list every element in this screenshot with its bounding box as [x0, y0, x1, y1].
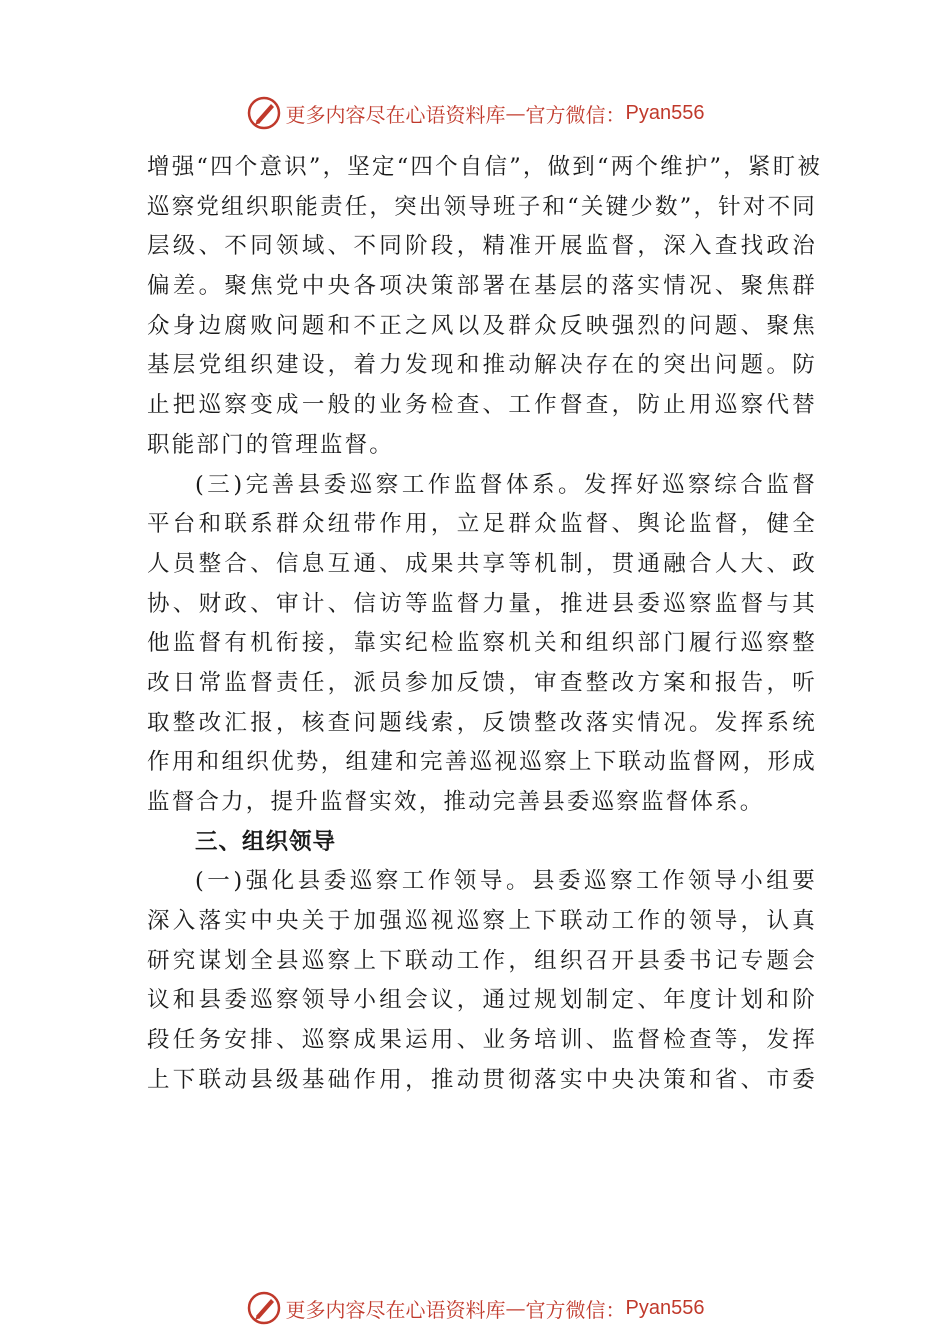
- section-heading: 三、组织领导: [195, 828, 337, 855]
- pen-logo-icon: [246, 1290, 282, 1326]
- text-line: 止把巡察变成一般的业务检查、工作督查，防止用巡察代替: [147, 392, 817, 419]
- footer-dash: —: [505, 1296, 526, 1320]
- paragraph-start-line: (三)完善县委巡察工作监督体系。发挥好巡察综合监督: [195, 471, 817, 498]
- text-line: 平台和联系群众纽带作用，立足群众监督、舆论监督，健全: [147, 511, 817, 538]
- footer-label: 官方微信：: [525, 1297, 626, 1322]
- header-dash: —: [505, 101, 526, 125]
- footer-wechat-id: Pyan556: [625, 1296, 705, 1319]
- text-line: 众身边腐败问题和不正之风以及群众反映强烈的问题、聚焦: [147, 312, 817, 339]
- header-label: 官方微信：: [525, 102, 626, 127]
- document-body: [147, 148, 823, 1101]
- text-line: 作用和组织优势，组建和完善巡视巡察上下联动监督网，形成: [147, 749, 817, 776]
- text-line: 人员整合、信息互通、成果共享等机制，贯通融合人大、政: [147, 550, 817, 577]
- header-brand: 更多内容尽在心语资料库: [285, 102, 506, 127]
- text-line: 协、财政、审计、信访等监督力量，推进县委巡察监督与其: [147, 590, 817, 617]
- text-line: 上下联动县级基础作用，推动贯彻落实中央决策和省、市委: [147, 1066, 817, 1093]
- text-line: 基层党组织建设，着力发现和推动解决存在的突出问题。防: [147, 352, 817, 379]
- header-banner: [0, 93, 950, 133]
- pen-logo-icon: [246, 95, 282, 131]
- footer-brand: 更多内容尽在心语资料库: [285, 1297, 506, 1322]
- text-line: 偏差。聚焦党中央各项决策部署在基层的落实情况、聚焦群: [147, 273, 817, 300]
- text-line: 职能部门的管理监督。: [147, 431, 395, 458]
- text-line: 层级、不同领域、不同阶段，精准开展监督，深入查找政治: [147, 233, 817, 260]
- header-wechat-id: Pyan556: [625, 101, 705, 124]
- text-line: 监督合力，提升监督实效，推动完善县委巡察监督体系。: [147, 789, 765, 815]
- text-line: 段任务安排、巡察成果运用、业务培训、监督检查等，发挥: [147, 1027, 817, 1054]
- text-line: 改日常监督责任，派员参加反馈，审查整改方案和报告，听: [147, 669, 817, 696]
- text-line: 议和县委巡察领导小组会议，通过规划制定、年度计划和阶: [147, 987, 817, 1014]
- paragraph-start-line: (一)强化县委巡察工作领导。县委巡察工作领导小组要: [195, 868, 817, 895]
- text-line: 研究谋划全县巡察上下联动工作，组织召开县委书记专题会: [147, 947, 817, 974]
- text-line: 他监督有机衔接，靠实纪检监察机关和组织部门履行巡察整: [147, 630, 817, 657]
- text-line: 巡察党组织职能责任，突出领导班子和“关键少数”，针对不同: [147, 193, 817, 220]
- text-line: 深入落实中央关于加强巡视巡察上下联动工作的领导，认真: [147, 908, 817, 935]
- text-line: 取整改汇报，核查问题线索，反馈整改落实情况。发挥系统: [147, 709, 817, 736]
- text-line: 增强“四个意识”，坚定“四个自信”，做到“两个维护”，紧盯被: [147, 154, 823, 180]
- footer-banner: [0, 1288, 950, 1328]
